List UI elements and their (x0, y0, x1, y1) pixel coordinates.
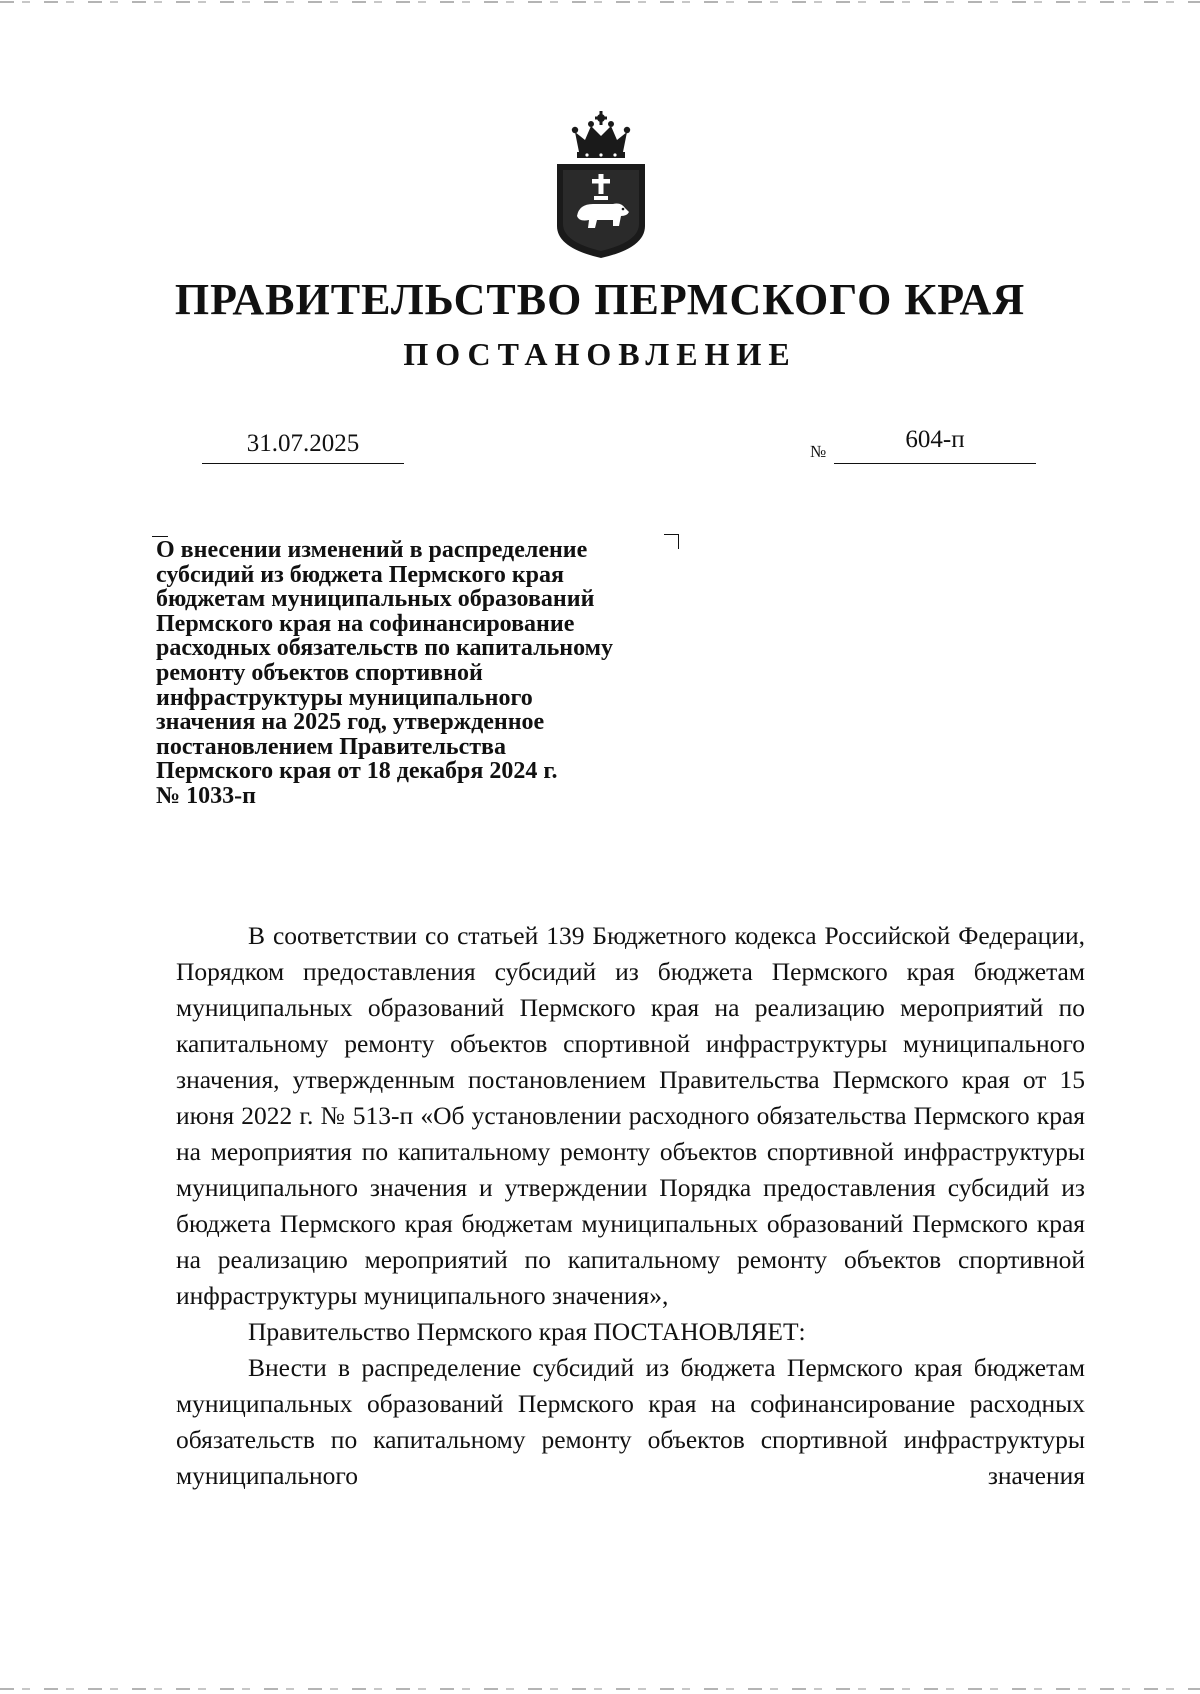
subject-line: Пермского края от 18 декабря 2024 г. (156, 758, 558, 785)
document-type-title: ПОСТАНОВЛЕНИЕ (403, 336, 797, 372)
document-number-field (834, 423, 1036, 464)
subject-line: ремонту объектов спортивной (156, 659, 483, 686)
document-date-field (202, 425, 404, 464)
perm-krai-coat-of-arms-icon (555, 108, 647, 258)
subject-line: бюджетам муниципальных образований (156, 586, 595, 613)
organization-title: ПРАВИТЕЛЬСТВО ПЕРМСКОГО КРАЯ (174, 275, 1026, 324)
document-number: 604-п (905, 426, 965, 453)
document-subject (156, 538, 716, 809)
body-paragraph-amendment: Внести в распределение субсидий из бюджета Пермского края бюджетам муниципальных образований Пермского края на софинансирование расходных обязательств по капитальному ремонту объектов спортивной инфраструктуры муниципального значения (176, 1353, 1085, 1490)
subject-line: расходных обязательств по капитальному (156, 635, 613, 662)
body-paragraph-preamble: В соответствии со статьей 139 Бюджетного кодекса Российской Федерации, Порядком предоставления субсидий из бюджета Пермского края бюджетам муниципальных образований Пермского края на реализацию мероприятий по капитальному ремонту объектов спортивной инфраструктуры муниципального значения, утвержденным постановлением Правительства Пермского края от 15 июня 2022 г. № 513-п «Об установлении расходного обязательства Пермского края на мероприятия по капитальному ремонту объектов спортивной инфраструктуры муниципального значения и утверждении Порядка предоставления субсидий из бюджета Пермского края бюджетам муниципальных образований Пермского края на реализацию мероприятий по капитальному ремонту объектов спортивной инфраструктуры муниципального значения», (176, 921, 1085, 1310)
subject-line: субсидий из бюджета Пермского края (156, 561, 564, 588)
number-sign: № (810, 442, 827, 461)
subject-line: значения на 2025 год, утвержденное (156, 709, 545, 736)
subject-line: инфраструктуры муниципального (156, 684, 533, 711)
subject-line: О внесении изменений в распределение (156, 537, 588, 563)
scan-artifact-bottom (0, 1688, 1200, 1690)
subject-line: Пермского края на софинансирование (156, 610, 575, 637)
subject-line: № 1033-п (156, 782, 256, 809)
document-date: 31.07.2025 (246, 430, 360, 457)
body-paragraph-resolves: Правительство Пермского края ПОСТАНОВЛЯЕТ: (248, 1317, 806, 1346)
scan-artifact-top (0, 1, 1200, 3)
document-body (176, 918, 1085, 1494)
subject-line: постановлением Правительства (156, 733, 507, 760)
